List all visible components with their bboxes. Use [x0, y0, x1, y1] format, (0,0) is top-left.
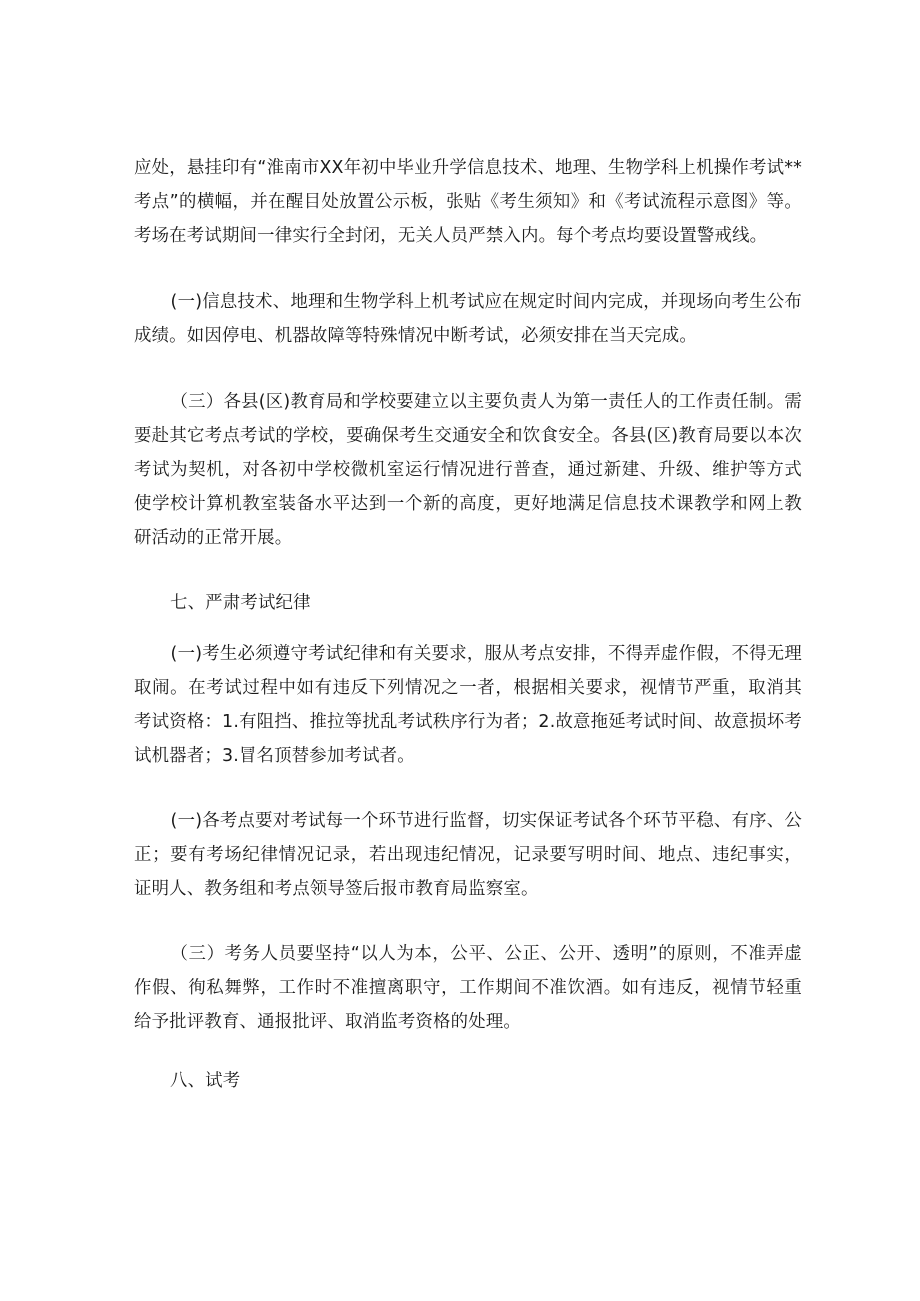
paragraph-exam-completion: (一)信息技术、地理和生物学科上机考试应在规定时间内完成，并现场向考生公布成绩。如因停电、机器故障等特殊情况中断考试，必须安排在当天完成。 — [134, 292, 802, 346]
section-heading-discipline: 七、严肃考试纪律 — [170, 593, 311, 613]
paragraph-candidate-rules: (一)考生必须遵守考试纪律和有关要求，服从考点安排，不得弄虚作假，不得无理取闹。在考试过程中如有违反下列情况之一者，根据相关要求，视情节严重，取消其考试资格：1.有阻挡、推拉等扰乱考试秩序行为者；2.故意拖延考试时间、故意损坏考试机器者；3.冒名顶替参加考试者。 — [134, 644, 802, 766]
paragraph-responsibility: （三）各县(区)教育局和学校要建立以主要负责人为第一责任人的工作责任制。需要赴其它考点考试的学校，要确保考生交通安全和饮食安全。各县(区)教育局要以本次考试为契机，对各初中学校微机室运行情况进行普查，通过新建、升级、维护等方式使学校计算机教室装备水平达到一个新的高度，更好地满足信息技术课教学和网上教研活动的正常开展。 — [134, 392, 802, 548]
paragraph-supervision: (一)各考点要对考试每一个环节进行监督，切实保证考试各个环节平稳、有序、公正；要有考场纪律情况记录，若出现违纪情况，记录要写明时间、地点、违纪事实，证明人、教务组和考点领导签后报市教育局监察室。 — [134, 811, 802, 899]
paragraph-venue-banner: 应处，悬挂印有“淮南市XX年初中毕业升学信息技术、地理、生物学科上机操作考试**考点”的横幅，并在醒目处放置公示板，张贴《考生须知》和《考试流程示意图》等。考场在考试期间一律实行全封闭，无关人员严禁入内。每个考点均要设置警戒线。 — [134, 158, 802, 246]
paragraph-staff-conduct: （三）考务人员要坚持“以人为本，公平、公正、公开、透明”的原则，不准弄虚作假、徇私舞弊，工作时不准擅离职守，工作期间不准饮酒。如有违反，视情节轻重给予批评教育、通报批评、取消监考资格的处理。 — [134, 944, 802, 1032]
section-heading-trial-exam: 八、试考 — [170, 1071, 241, 1091]
